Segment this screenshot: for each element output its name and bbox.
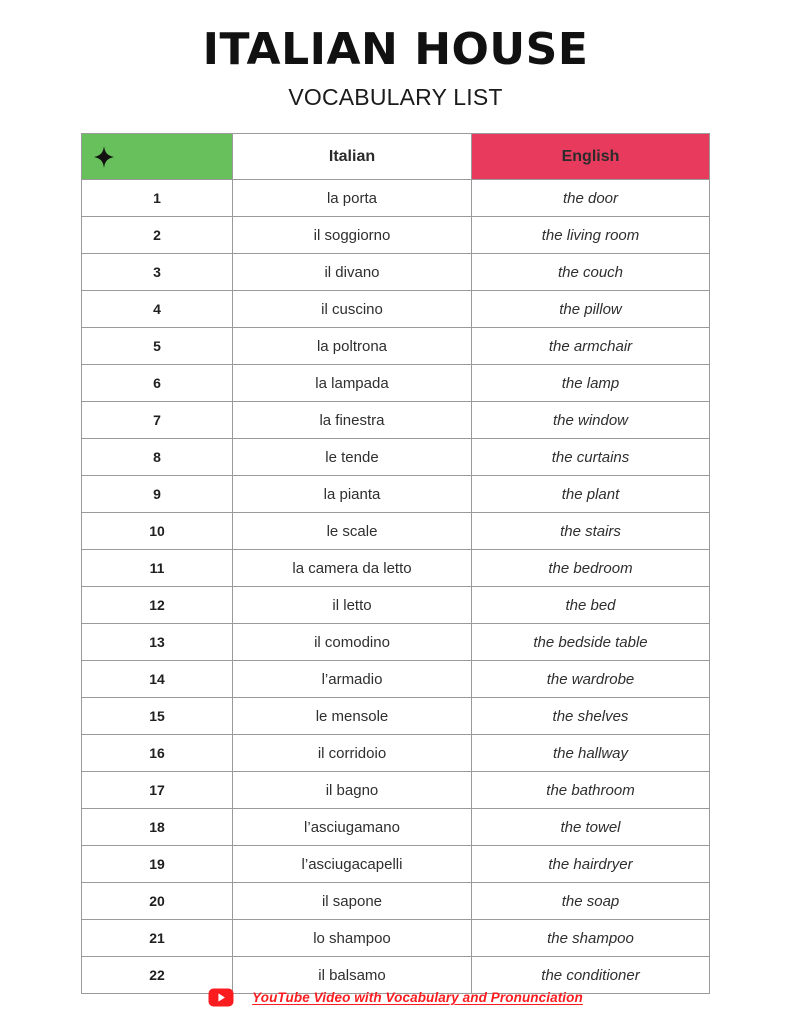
cell-italian: il cuscino xyxy=(233,291,472,328)
table-row xyxy=(82,254,710,291)
cell-english: the window xyxy=(472,402,710,439)
cell-english: the pillow xyxy=(472,291,710,328)
youtube-video-link[interactable]: YouTube Video with Vocabulary and Pronunciation xyxy=(252,990,583,1005)
cell-italian: le scale xyxy=(233,513,472,550)
cell-english: the lamp xyxy=(472,365,710,402)
row-number: 18 xyxy=(82,809,233,846)
cell-english: the bedside table xyxy=(472,624,710,661)
vocabulary-table xyxy=(81,133,710,994)
cell-english: the curtains xyxy=(472,439,710,476)
cell-italian: l’asciugacapelli xyxy=(233,846,472,883)
cell-italian: il sapone xyxy=(233,883,472,920)
row-number: 14 xyxy=(82,661,233,698)
vocabulary-table-container xyxy=(81,133,709,994)
row-number: 15 xyxy=(82,698,233,735)
cell-english: the conditioner xyxy=(472,957,710,994)
table-row xyxy=(82,365,710,402)
cell-english: the hairdryer xyxy=(472,846,710,883)
cell-italian: lo shampoo xyxy=(233,920,472,957)
table-row xyxy=(82,328,710,365)
cell-italian: la camera da letto xyxy=(233,550,472,587)
row-number: 17 xyxy=(82,772,233,809)
cell-english: the wardrobe xyxy=(472,661,710,698)
cell-italian: la finestra xyxy=(233,402,472,439)
cell-english: the hallway xyxy=(472,735,710,772)
cell-italian: l’asciugamano xyxy=(233,809,472,846)
cell-english: the bathroom xyxy=(472,772,710,809)
cell-italian: l’armadio xyxy=(233,661,472,698)
cell-english: the living room xyxy=(472,217,710,254)
table-row xyxy=(82,624,710,661)
table-row xyxy=(82,513,710,550)
row-number: 9 xyxy=(82,476,233,513)
column-header-marker xyxy=(82,134,233,180)
row-number: 11 xyxy=(82,550,233,587)
row-number: 4 xyxy=(82,291,233,328)
table-row xyxy=(82,587,710,624)
title-block xyxy=(0,0,791,111)
cell-english: the bedroom xyxy=(472,550,710,587)
cell-italian: il comodino xyxy=(233,624,472,661)
row-number: 21 xyxy=(82,920,233,957)
cell-italian: le tende xyxy=(233,439,472,476)
cell-english: the soap xyxy=(472,883,710,920)
cell-italian: il bagno xyxy=(233,772,472,809)
row-number: 1 xyxy=(82,180,233,217)
cell-italian: le mensole xyxy=(233,698,472,735)
cell-english: the shelves xyxy=(472,698,710,735)
row-number: 12 xyxy=(82,587,233,624)
row-number: 10 xyxy=(82,513,233,550)
table-row xyxy=(82,846,710,883)
table-row xyxy=(82,698,710,735)
row-number: 16 xyxy=(82,735,233,772)
row-number: 13 xyxy=(82,624,233,661)
cell-italian: la pianta xyxy=(233,476,472,513)
sparkle-icon xyxy=(94,146,114,168)
cell-english: the armchair xyxy=(472,328,710,365)
cell-english: the couch xyxy=(472,254,710,291)
cell-italian: la porta xyxy=(233,180,472,217)
table-row xyxy=(82,439,710,476)
row-number: 19 xyxy=(82,846,233,883)
column-header-english: English xyxy=(472,134,710,180)
table-row xyxy=(82,180,710,217)
page-title: ITALIAN HOUSE xyxy=(202,24,589,75)
footer xyxy=(0,988,791,1007)
youtube-icon[interactable] xyxy=(208,988,234,1007)
cell-italian: il divano xyxy=(233,254,472,291)
row-number: 8 xyxy=(82,439,233,476)
table-row xyxy=(82,550,710,587)
row-number: 20 xyxy=(82,883,233,920)
table-row xyxy=(82,661,710,698)
cell-english: the shampoo xyxy=(472,920,710,957)
cell-english: the towel xyxy=(472,809,710,846)
row-number: 2 xyxy=(82,217,233,254)
row-number: 22 xyxy=(82,957,233,994)
table-header xyxy=(82,134,710,180)
table-row xyxy=(82,217,710,254)
table-row xyxy=(82,772,710,809)
table-body xyxy=(82,180,710,994)
cell-english: the stairs xyxy=(472,513,710,550)
cell-italian: il balsamo xyxy=(233,957,472,994)
table-row xyxy=(82,402,710,439)
row-number: 7 xyxy=(82,402,233,439)
table-row xyxy=(82,809,710,846)
cell-english: the door xyxy=(472,180,710,217)
table-row xyxy=(82,291,710,328)
row-number: 6 xyxy=(82,365,233,402)
cell-italian: il corridoio xyxy=(233,735,472,772)
table-row xyxy=(82,476,710,513)
cell-italian: la poltrona xyxy=(233,328,472,365)
row-number: 5 xyxy=(82,328,233,365)
row-number: 3 xyxy=(82,254,233,291)
table-header-row xyxy=(82,134,710,180)
cell-italian: il letto xyxy=(233,587,472,624)
cell-english: the bed xyxy=(472,587,710,624)
column-header-italian: Italian xyxy=(233,134,472,180)
table-row xyxy=(82,735,710,772)
cell-italian: il soggiorno xyxy=(233,217,472,254)
table-row xyxy=(82,883,710,920)
cell-english: the plant xyxy=(472,476,710,513)
page-subtitle: VOCABULARY LIST xyxy=(288,84,503,111)
table-row xyxy=(82,920,710,957)
cell-italian: la lampada xyxy=(233,365,472,402)
